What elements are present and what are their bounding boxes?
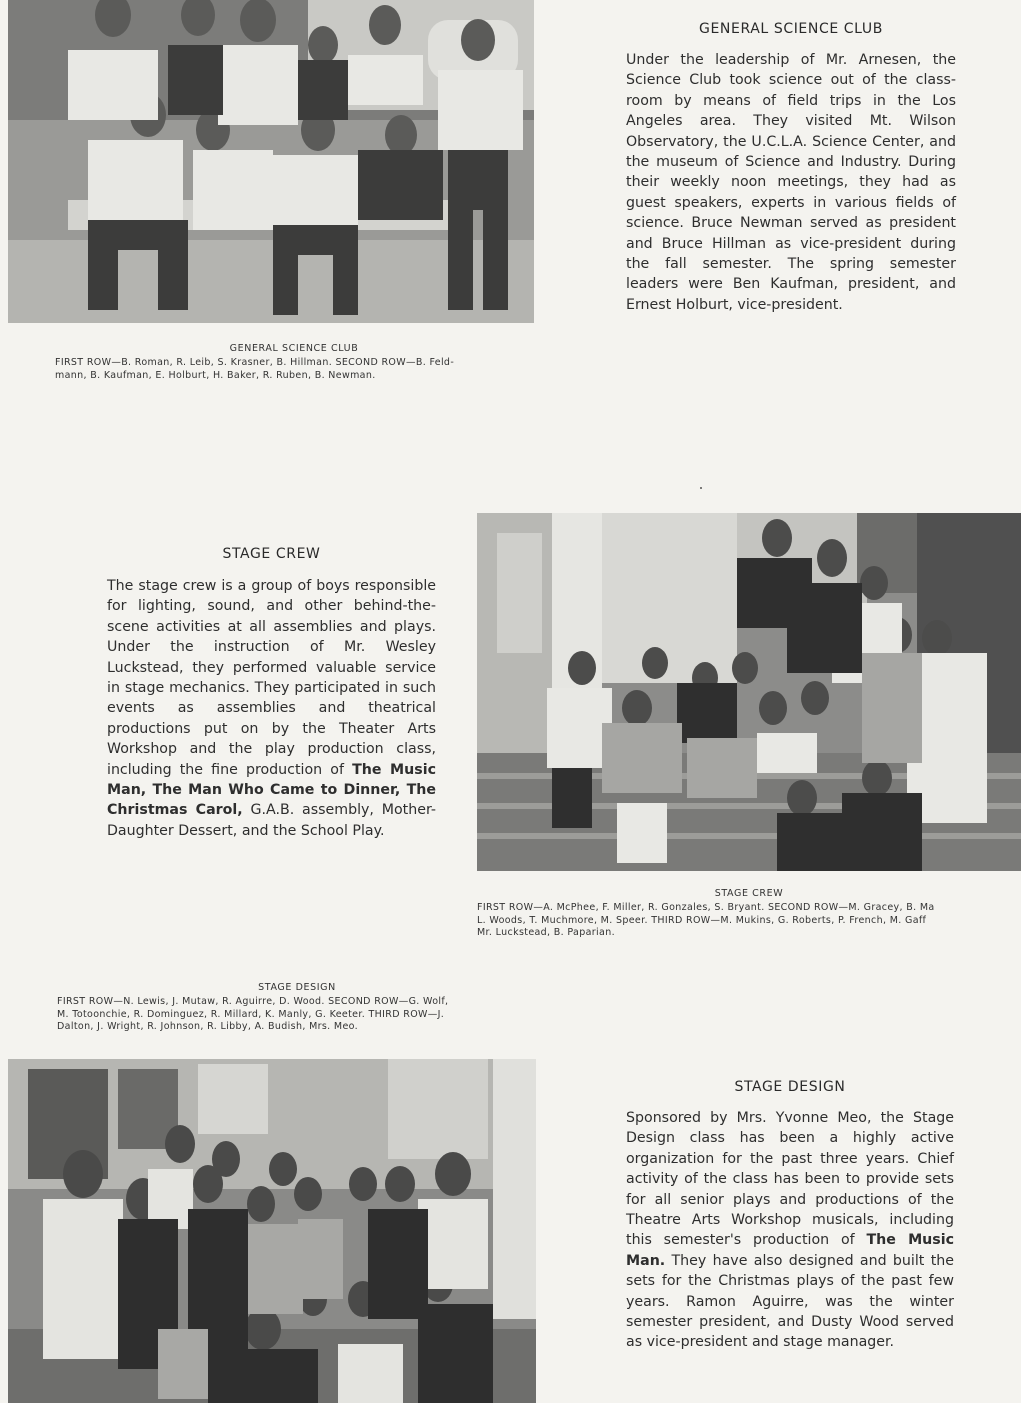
caption-line: Mr. Luckstead, B. Paparian. bbox=[477, 927, 615, 939]
stage-design-photo bbox=[8, 1059, 536, 1403]
stage-design-body bbox=[626, 1108, 954, 1353]
stage-design-body-text: Sponsored by Mrs. Yvonne Meo, the Stage Design class has been a highly active organization for the past three years. Chief activity of the class has been to provide sets for all senior plays and productions of the Theatre Arts Workshop musicals, including this semester's production of bbox=[626, 1110, 954, 1249]
stage-crew-productions: The Music Man, The Man Who Came to Dinner, The Christmas Carol, bbox=[107, 761, 436, 819]
stage-design-body-end: They have also designed and built the sets for the Christmas plays of the past few years. Ramon Aguirre, was the winter semester president, and Dusty Wood served as vice-president and stage manager. bbox=[626, 1252, 954, 1351]
stage-crew-title: STAGE CREW bbox=[222, 546, 321, 562]
stage-crew-body-end: G.A.B. assembly, Mother-Daughter Dessert, and the School Play. bbox=[107, 802, 437, 839]
stage-design-production: The Music Man. bbox=[626, 1232, 955, 1269]
stage-crew-body bbox=[107, 576, 436, 841]
stage-crew-caption-title: STAGE CREW bbox=[714, 888, 784, 899]
science-club-photo bbox=[8, 0, 534, 323]
stage-crew-caption bbox=[477, 902, 1021, 940]
caption-line: FIRST ROW—B. Roman, R. Leib, S. Krasner, B. Hillman. SECOND ROW—B. Feld- bbox=[55, 357, 455, 368]
stage-design-caption-title: STAGE DESIGN bbox=[258, 982, 336, 993]
science-club-caption-title: GENERAL SCIENCE CLUB bbox=[229, 343, 359, 354]
caption-line: M. Totoonchie, R. Dominguez, R. Millard, K. Manly, G. Keeter. THIRD ROW—J. bbox=[57, 1008, 445, 1020]
stage-crew-photo bbox=[477, 513, 1021, 871]
science-club-caption bbox=[55, 357, 454, 382]
speck bbox=[700, 487, 702, 489]
caption-line: L. Woods, T. Muchmore, M. Speer. THIRD ROW—M. Mukins, G. Roberts, P. French, M. Gaff bbox=[477, 914, 927, 926]
caption-line: FIRST ROW—A. McPhee, F. Miller, R. Gonzales, S. Bryant. SECOND ROW—M. Gracey, B. Ma bbox=[477, 902, 935, 913]
caption-line: Dalton, J. Wright, R. Johnson, R. Libby, A. Budish, Mrs. Meo. bbox=[57, 1021, 359, 1033]
science-club-title: GENERAL SCIENCE CLUB bbox=[699, 21, 883, 37]
stage-design-title: STAGE DESIGN bbox=[734, 1079, 846, 1095]
stage-crew-body-text: The stage crew is a group of boys responsible for lighting, sound, and other behind-the-scene activities at all assemblies and plays. Under the instruction of Mr. Wesley Luckstead, they performed valuable service in stage mechanics. They participated in such events as assemblies and theatrical productions put on by the Theater Arts Workshop and the play production class, including the fine production of bbox=[107, 578, 436, 778]
science-club-body: Under the leadership of Mr. Arnesen, the Science Club took science out of the class-room by means of field trips in the Los Angeles area. They visited Mt. Wilson Observatory, the U.C.L.A. Science Center, and the museum of Science and Industry. During their weekly noon meetings, they had as guest speakers, experts in various fields of science. Bruce Newman served as president and Bruce Hillman as vice-president during the fall semester. The spring semester leaders were Ben Kaufman, president, and Ernest Holburt, vice-president. bbox=[626, 52, 956, 313]
stage-design-caption bbox=[57, 996, 448, 1034]
caption-line: FIRST ROW—N. Lewis, J. Mutaw, R. Aguirre, D. Wood. SECOND ROW—G. Wolf, bbox=[57, 996, 449, 1007]
caption-line: mann, B. Kaufman, E. Holburt, H. Baker, R. Ruben, B. Newman. bbox=[55, 369, 376, 381]
